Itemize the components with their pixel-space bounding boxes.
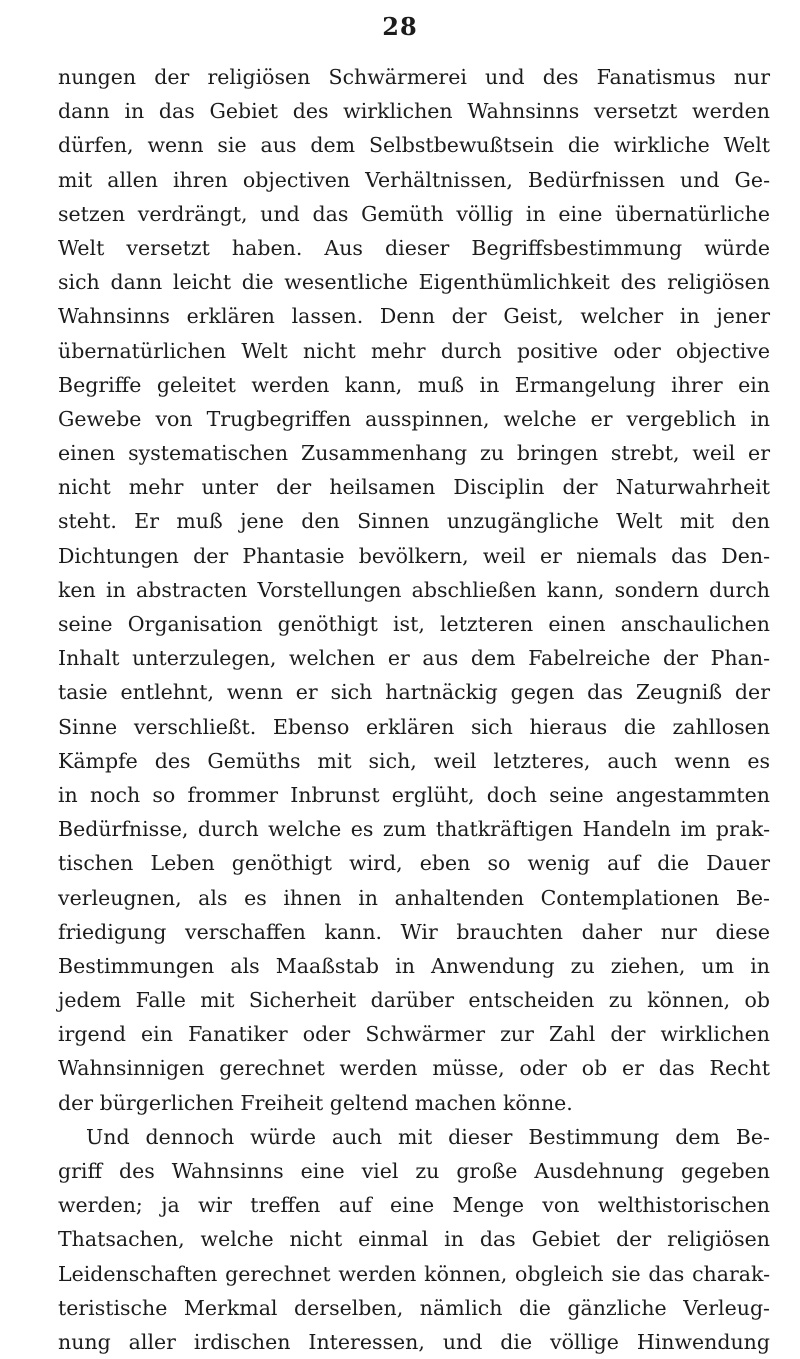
- text-line: verleugnen, als es ihnen in anhaltenden Contemplationen Be-: [58, 885, 770, 910]
- text-line: Welt versetzt haben. Aus dieser Begriffsbestimmung würde: [58, 235, 770, 260]
- text-line: nungen der religiösen Schwärmerei und des Fanatismus nur: [58, 65, 770, 89]
- text-line: Sinne verschließt. Ebenso erklären sich hieraus die zahllosen: [58, 714, 770, 739]
- text-line: Leidenschaften gerechnet werden können, obgleich sie das charak-: [58, 1261, 770, 1286]
- text-line: tischen Leben genöthigt wird, eben so wenig auf die Dauer: [58, 851, 770, 876]
- text-line: seine Organisation genöthigt ist, letzteren einen anschaulichen: [58, 612, 770, 636]
- text-line: nicht mehr unter der heilsamen Disciplin der Naturwahrheit: [58, 475, 770, 500]
- text-line: Dichtungen der Phantasie bevölkern, weil er niemals das Den-: [58, 543, 770, 568]
- text-line: Wahnsinns erklären lassen. Denn der Geist, welcher in jener: [58, 304, 770, 329]
- text-line: in noch so frommer Inbrunst erglüht, doch seine angestammten: [58, 782, 770, 807]
- text-line: werden; ja wir treffen auf eine Menge von welthistorischen: [58, 1193, 770, 1218]
- text-line: setzen verdrängt, und das Gemüth völlig in eine übernatürliche: [58, 201, 770, 226]
- text-line: Begriffe geleitet werden kann, muß in Ermangelung ihrer ein: [58, 372, 770, 397]
- text-line: Inhalt unterzulegen, welchen er aus dem Fabelreiche der Phan-: [58, 646, 770, 671]
- text-line: Bedürfnisse, durch welche es zum thatkräftigen Handeln im prak-: [58, 817, 770, 842]
- text-line: einen systematischen Zusammenhang zu bringen strebt, weil er: [58, 441, 770, 466]
- paragraph-end-line: der bürgerlichen Freiheit geltend machen könne.: [58, 1090, 573, 1115]
- text-line: Kämpfe des Gemüths mit sich, weil letzteres, auch wenn es: [58, 748, 770, 773]
- text-line: irgend ein Fanatiker oder Schwärmer zur Zahl der wirklichen: [58, 1022, 770, 1047]
- text-line: Bestimmungen als Maaßstab in Anwendung zu ziehen, um in: [58, 953, 770, 978]
- body-text: [58, 60, 770, 1359]
- text-line: sich dann leicht die wesentliche Eigenthümlichkeit des religiösen: [58, 270, 770, 295]
- text-line: steht. Er muß jene den Sinnen unzugängliche Welt mit den: [58, 509, 770, 534]
- text-line: mit allen ihren objectiven Verhältnissen, Bedürfnissen und Ge-: [58, 167, 770, 192]
- text-line: übernatürlichen Welt nicht mehr durch positive oder objective: [58, 338, 770, 363]
- text-line: dürfen, wenn sie aus dem Selbstbewußtsein die wirkliche Welt: [58, 133, 770, 158]
- text-line: Thatsachen, welche nicht einmal in das Gebiet der religiösen: [58, 1227, 770, 1252]
- text-line: tasie entlehnt, wenn er sich hartnäckig gegen das Zeugniß der: [58, 680, 770, 705]
- text-line: nung aller irdischen Interessen, und die völlige Hinwendung: [58, 1329, 770, 1354]
- text-line: friedigung verschaffen kann. Wir brauchten daher nur diese: [58, 919, 770, 944]
- text-line: Wahnsinnigen gerechnet werden müsse, oder ob er das Recht: [58, 1056, 770, 1081]
- text-line: dann in das Gebiet des wirklichen Wahnsinns versetzt werden: [58, 99, 770, 124]
- text-line: jedem Falle mit Sicherheit darüber entscheiden zu können, ob: [58, 988, 770, 1013]
- page-number: 28: [382, 12, 418, 41]
- paragraph-start-line: Und dennoch würde auch mit dieser Bestimmung dem Be-: [86, 1124, 770, 1149]
- text-line: griff des Wahnsinns eine viel zu große Ausdehnung gegeben: [58, 1159, 770, 1183]
- text-line: ken in abstracten Vorstellungen abschließen kann, sondern durch: [58, 577, 770, 602]
- text-line: teristische Merkmal derselben, nämlich die gänzliche Verleug-: [58, 1295, 770, 1320]
- text-line: Gewebe von Trugbegriffen ausspinnen, welche er vergeblich in: [58, 406, 770, 431]
